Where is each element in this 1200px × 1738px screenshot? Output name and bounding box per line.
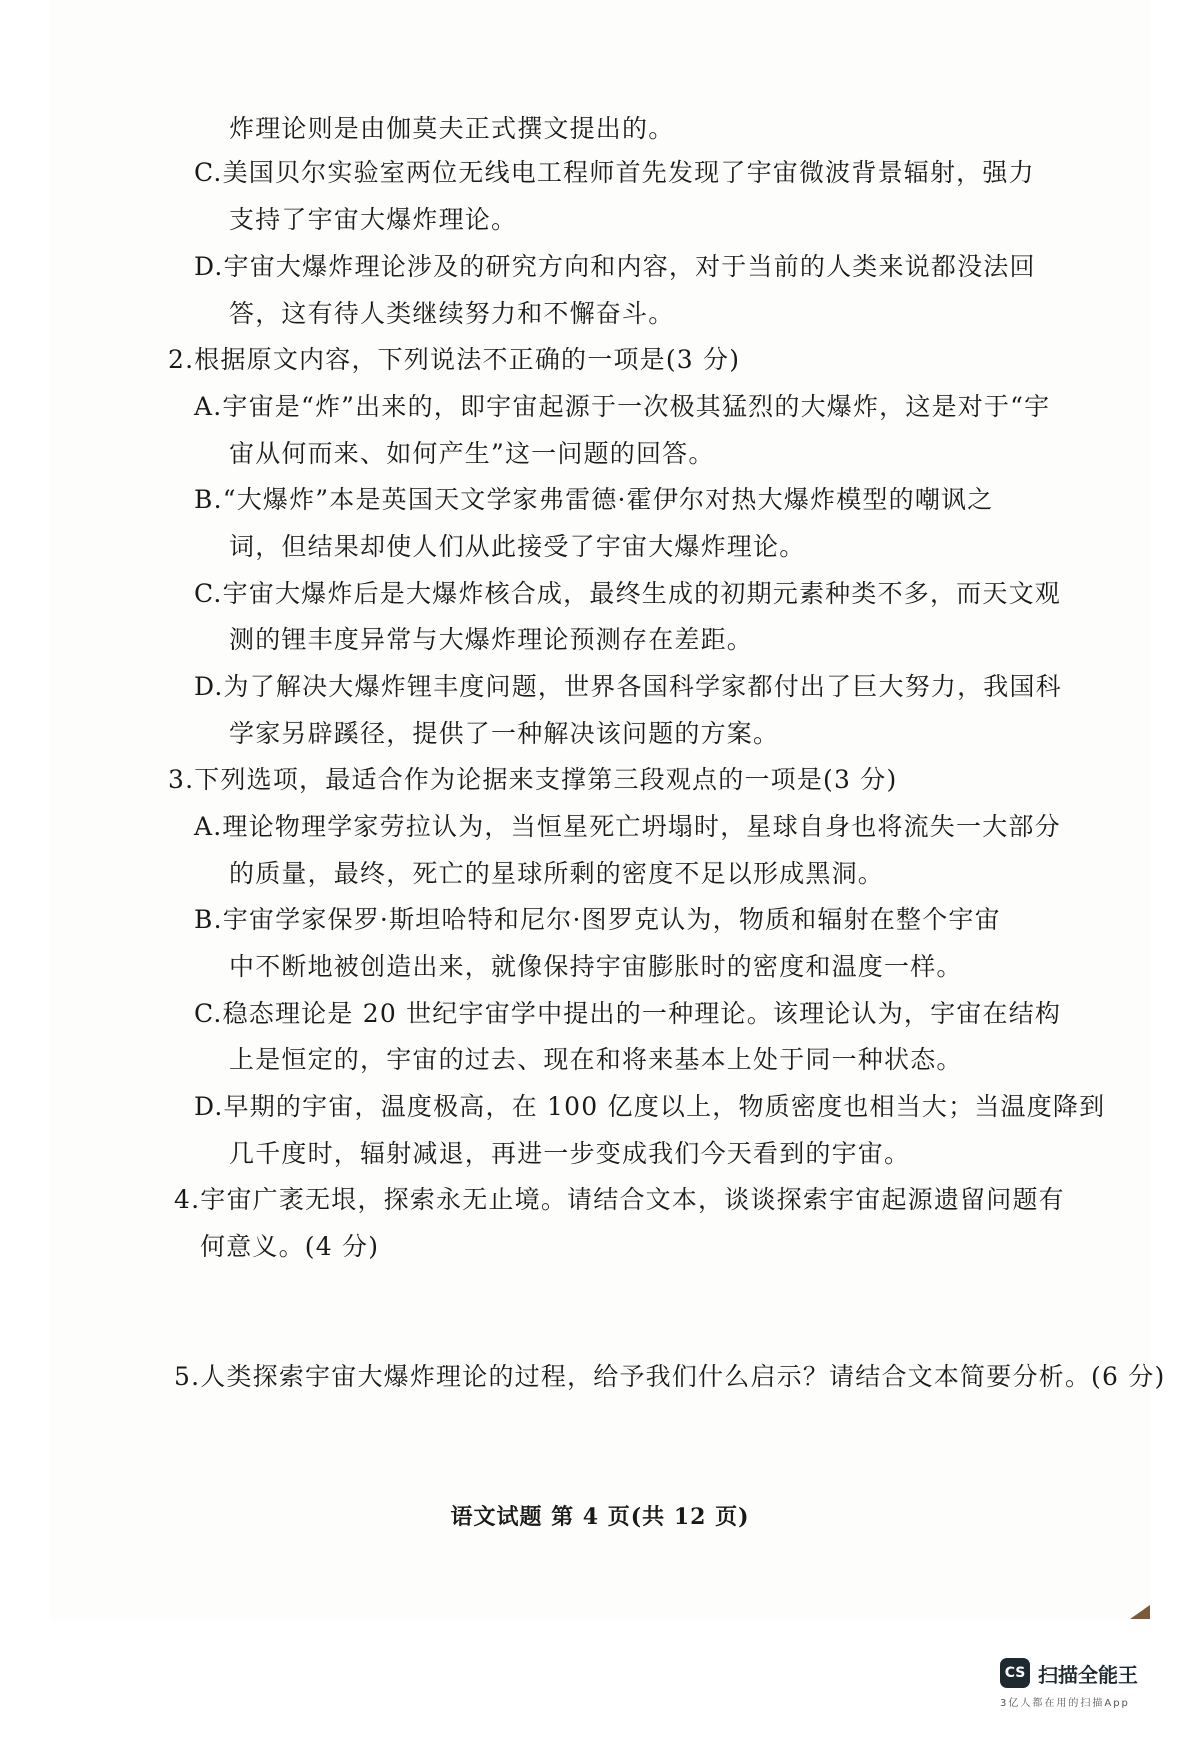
q3-option-d: D.早期的宇宙，温度极高，在 100 亿度以上，物质密度也相当大；当温度降到 (194, 1092, 1106, 1121)
q3-option-d-cont: 几千度时，辐射减退，再进一步变成我们今天看到的宇宙。 (229, 1139, 911, 1168)
q3-option-b-cont: 中不断地被创造出来，就像保持宇宙膨胀时的密度和温度一样。 (229, 952, 963, 981)
q2-option-d: D.为了解决大爆炸锂丰度问题，世界各国科学家都付出了巨大努力，我国科 (194, 672, 1062, 701)
q2-option-a-cont: 宙从何而来、如何产生”这一问题的回答。 (229, 439, 715, 468)
q2-option-c: C.宇宙大爆炸后是大爆炸核合成，最终生成的初期元素种类不多，而天文观 (194, 579, 1061, 608)
q1-option-d: D.宇宙大爆炸理论涉及的研究方向和内容，对于当前的人类来说都没法回 (194, 252, 1036, 281)
q3-option-a: A.理论物理学家劳拉认为，当恒星死亡坍塌时，星球自身也将流失一大部分 (194, 812, 1061, 841)
q2-option-b: B.“大爆炸”本是英国天文学家弗雷德·霍伊尔对热大爆炸模型的嘲讽之 (194, 485, 994, 514)
q3-option-b: B.宇宙学家保罗·斯坦哈特和尼尔·图罗克认为，物质和辐射在整个宇宙 (194, 905, 1001, 934)
question-4-stem-cont: 何意义。(4 分) (200, 1232, 380, 1261)
q2-option-c-cont: 测的锂丰度异常与大爆炸理论预测存在差距。 (229, 625, 754, 654)
q1-option-c-cont: 支持了宇宙大爆炸理论。 (229, 205, 518, 234)
q2-option-a: A.宇宙是“炸”出来的，即宇宙起源于一次极其猛烈的大爆炸，这是对于“宇 (194, 392, 1051, 421)
q2-option-d-cont: 学家另辟蹊径，提供了一种解决该问题的方案。 (229, 719, 780, 748)
question-5-stem: 5.人类探索宇宙大爆炸理论的过程，给予我们什么启示？请结合文本简要分析。(6 分) (174, 1362, 1166, 1391)
q3-option-a-cont: 的质量，最终，死亡的星球所剩的密度不足以形成黑洞。 (229, 859, 885, 888)
page-footer: 语文试题 第 4 页(共 12 页) (450, 1504, 750, 1530)
option-b-continuation-line: 炸理论则是由伽莫夫正式撰文提出的。 (229, 114, 675, 143)
q3-option-c: C.稳态理论是 20 世纪宇宙学中提出的一种理论。该理论认为，宇宙在结构 (194, 999, 1062, 1028)
page-corner-mark (1130, 1605, 1150, 1619)
camscanner-name: 扫描全能王 (1038, 1663, 1138, 1687)
camscanner-logo-icon: CS (1000, 1658, 1030, 1688)
question-4-stem: 4.宇宙广袤无垠，探索永无止境。请结合文本，谈谈探索宇宙起源遗留问题有 (174, 1185, 1065, 1214)
question-2-stem: 2.根据原文内容，下列说法不正确的一项是(3 分) (168, 345, 741, 374)
q2-option-b-cont: 词，但结果却使人们从此接受了宇宙大爆炸理论。 (229, 532, 806, 561)
camscanner-tagline: 3亿人都在用的扫描App (1000, 1698, 1130, 1709)
question-3-stem: 3.下列选项，最适合作为论据来支撑第三段观点的一项是(3 分) (168, 765, 898, 794)
q1-option-c: C.美国贝尔实验室两位无线电工程师首先发现了宇宙微波背景辐射，强力 (194, 158, 1035, 187)
q1-option-d-cont: 答，这有待人类继续努力和不懈奋斗。 (229, 299, 675, 328)
q3-option-c-cont: 上是恒定的，宇宙的过去、现在和将来基本上处于同一种状态。 (229, 1045, 963, 1074)
